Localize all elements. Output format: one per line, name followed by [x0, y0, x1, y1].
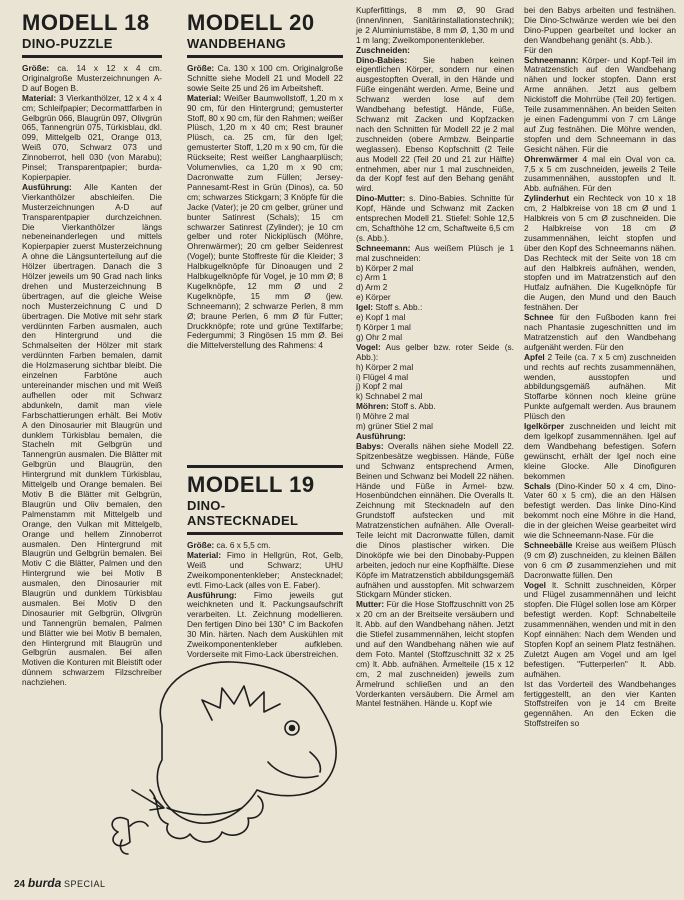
paragraph-text: s. Dino-Babies. Schnitte für Kopf, Hände und Schwanz mit Zacken entsprechen Modell 21. Stiefel: Sohle 12,5 cm, Schafthöhe 12 cm, Schaftweite 6,5 cm (s. Abb.).	[356, 193, 514, 243]
paragraph-text: lt. Schnitt zuschneiden, Körper und Flügel zusammennähen und leicht stopfen. Die Flügel sollen lose am Körper befestigt werden. Kopf: Schnabelteile zusammennähen, wenden und mit in den Kopf einnähen: Nach dem Wenden und Stopfen Kopf an seinem Platz festnähen. Zuletzt Augen am Vogel und am Igel befestigen. "Futterperlen" lt. Abb. aufnähen.	[524, 579, 676, 679]
text-paragraph	[524, 482, 676, 541]
divider	[187, 55, 343, 58]
modell-20-continued	[356, 6, 514, 709]
paragraph-text: i) Flügel 4 mal	[356, 371, 409, 382]
paragraph-text: Weißer Baumwollstoff, 1,20 m x 90 cm, für den Hintergrund; gemusterter Stoff, 80 x 90 cm, für den Rahmen; weißer Plüsch, 1,20 m x 40 cm; Rest brauner Plüsch, ca. 25 cm, für den Igel; gemusterter Stoff, 1,20 m x 90 cm, für die Rückseite; Rest weißer Langhaarplüsch; Volumenvlies, ca 1,20 m x 90 cm; Dacronwatte zum Füllen; Jersey-Pannesamt-Rest in Grün (Dinos), ca. 50 cm; schwarzes Stickgarn; 3 Knöpfe für die Jacke (Vater); je 20 cm gelber, grüner und bunter Satinrest (Schals); 15 cm schwarzer Satinrest (Zylinder); je 10 cm gelber und roter Nickiplüsch (Möhre, Ohrenwärmer); 20 cm gelber Seidenrest (Vogel); bunte Stoffreste für die Kleider; 3 Halbkugelknöpfe für Dinoaugen und 2 Halbkugelknöpfe für Vogel, je 10 mm Ø; 8 Kugelknöpfe, 12 mm Ø und 2 Kugelknöpfe, 15 mm Ø (jew. Schneemann); 2 schwarze Perlen, 8 mm Ø; braune Perlen, 6 mm Ø für Futter; Druckknöpfe; rote und grüne Textilfarbe; Federgummi; 3 Ringösen 15 mm Ø. Bei die Mittelverstellung des Rahmens: 4	[187, 92, 343, 351]
paragraph-text: zuschneiden und leicht mit dem Igelkopf zusammennähen. Igel auf dem Wandbehang befestigen. Sofern gewünscht, erhält der Igel noch eine kleine Glocke. Alle Dinofiguren bekommen	[524, 421, 676, 481]
paragraph-label: Schneemann:	[524, 54, 579, 65]
paragraph-label: Möhren:	[356, 401, 389, 412]
modell-19-title: MODELL 19	[187, 472, 315, 497]
modell-19-subtitle	[187, 498, 343, 528]
text-paragraph	[356, 343, 514, 363]
paragraph-text: Stoff s. Abb.	[388, 401, 436, 412]
paragraph-label: Vogel	[524, 579, 546, 590]
paragraph-text: e) Körper	[356, 292, 391, 303]
paragraph-label: Ausführung:	[22, 181, 72, 192]
paragraph-text: e) Kopf 1 mal	[356, 312, 406, 323]
paragraph-text: Körper- und Kopf-Teil im Matratzenstich auf den Wandbehang nähen und locker stopfen. Dann erst Arme annähen. Jetzt aus gelbem Nickistoff die Mohrrübe (Teil 20) fertigen. Teile zusammennähen. An beiden Seiten je einen Fadengummi von 7 cm Länge auf Zug festnähen. Die Möhre wenden, stopfen und dem Schneemann in das Gesicht nähen. Für die	[524, 54, 676, 154]
modell-18-subtitle: DINO-PUZZLE	[22, 36, 113, 51]
modell-19-subtitle-line1: DINO-	[187, 498, 226, 513]
divider	[187, 532, 343, 535]
text-paragraph	[524, 155, 676, 195]
paragraph-label: Dino-Mutter:	[356, 193, 406, 204]
text-paragraph	[356, 6, 514, 46]
text-paragraph	[524, 353, 676, 422]
paragraph-text: c) Arm 1	[356, 272, 387, 283]
paragraph-label: Ausführung:	[187, 589, 237, 600]
text-paragraph	[524, 313, 676, 353]
paragraph-label: Zuschneiden:	[356, 44, 410, 55]
paragraph-text: (Dino-Kinder 50 x 4 cm, Dino-Vater 60 x 5 cm), die an den Hälsen befestigt werden. Das linke Dino-Kind bekommt noch eine Möhre in die Hand, die in der gleichen Weise gearbeitet wird wie die Schneemann-Nase. Für die	[524, 480, 676, 541]
paragraph-label: Mutter:	[356, 599, 385, 610]
text-paragraph	[524, 6, 676, 46]
paragraph-label: Material:	[187, 549, 222, 560]
paragraph-text: Kupferfittings, 8 mm Ø, 90 Grad (innen/innen, Sanitärinstallationstechnik); je 2 Aluminiumstäbe, 8 mm Ø, 1,30 m und 1 m lang; Zweikomponentenkleber.	[356, 5, 514, 45]
paragraph-text: Sie haben keinen eigentlichen Körper, sondern nur einen ausgestopften Overall, in den Hände und Füße eingenäht werden. Arme, Beine und Schwanz werden lose auf dem Wandbehang befestigt. Hände, Füße, Schwanz mit Zacken und Kopfzacken nach den Schnitten für Modell 22 je 2 mal zuschneiden (obere Armbzw. Beinpartie weglassen). Ebenso Kopfschnitt (2 Teile aus Modell 22 (Teil 20 und 21 zur Hälfte) entnehmen, aber nur 1 mal zuschneiden, da der Kopf fest auf den Behang genäht wird.	[356, 54, 514, 194]
text-paragraph	[22, 94, 162, 183]
paragraph-label: Größe:	[187, 63, 215, 73]
modell-20-title: MODELL 20	[187, 10, 315, 35]
paragraph-text: h) Körper 2 mal	[356, 361, 414, 372]
paragraph-label: Größe:	[22, 63, 50, 73]
paragraph-text: j) Kopf 2 mal	[356, 381, 403, 392]
paragraph-text: ca. 6 x 5,5 cm.	[214, 540, 271, 550]
text-paragraph	[187, 64, 343, 94]
paragraph-label: Apfel	[524, 351, 545, 362]
text-paragraph	[356, 194, 514, 244]
page-footer	[14, 876, 106, 890]
paragraph-label: Ausführung:	[356, 430, 406, 441]
paragraph-text: Overalls nähen siehe Modell 22. Spitzenbesätze wegbissen. Hände, Füße und Schwanz entsprechend Armen, Beinen und Schwanz bei Modell 22 nähen. Hände und Füße in Ärmel- bzw. Hosenbündchen einnähen. Die Overalls lt. Zeichnung mit Stecknadeln auf den Grundstoff aufstecken und mit Matratzenstichen aufnähen. Alle Overall-Teile leicht mit Dacronwatte füllen, damit die Dinos plastischer wirken. Die Dinoköpfe wie bei den Dinobaby-Puppen arbeiten, jedoch nur eine Kopfhälfte. Diese Köpfe im Matratzenstich abbildungsgemäß aufnähen und ausstopfen. Mit schwarzem Stickgarn Münder sticken.	[356, 440, 514, 600]
modell-20-continued-2	[524, 6, 676, 729]
paragraph-text: m) grüner Stiel 2 mal	[356, 421, 434, 432]
paragraph-label: Vogel:	[356, 341, 381, 352]
paragraph-text: ein Rechteck von 10 x 18 cm, 2 Halbkreise von 18 cm Ø und 1 Halbkreis von 5 cm Ø zuschneiden. Die 2 Halbkreise von 18 cm Ø zusammennähen, leicht stopfen und über den Kopf des Schneemanns nähen. Das Rechteck mit der Seite von 18 cm auf den Halbkreis aufnähen, wenden, stopfen und im Matratzenstich auf den Hutfalz aufnähen. Die Kugelknöpfe für die Augen, den Mund und den Bauch festnähen. Der	[524, 193, 676, 313]
paragraph-text: g) Ohr 2 mal	[356, 331, 403, 342]
paragraph-text: bei den Babys arbeiten und festnähen. Die Dino-Schwänze werden wie bei den Dino-Puppen gearbeitet und locker an den Wandbehang genäht (s. Abb.).	[524, 5, 676, 45]
paragraph-text: Ist das Vorderteil des Wandbehanges fertiggestellt, an den vier Kanten Stoffstreifen von je 14 cm Breite gegennähen. An den Ecken die Stoffstreifen so	[524, 678, 676, 729]
text-paragraph	[356, 442, 514, 601]
text-paragraph	[524, 194, 676, 313]
text-paragraph	[22, 183, 162, 688]
paragraph-text: Aus weißem Plüsch je 1 mal zuschneiden:	[356, 242, 514, 263]
divider	[187, 465, 343, 468]
text-paragraph	[22, 64, 162, 94]
paragraph-label: Material:	[187, 92, 222, 103]
paragraph-text: Für den	[524, 44, 553, 55]
text-paragraph	[524, 541, 676, 581]
text-paragraph	[187, 551, 343, 591]
paragraph-label: Schals	[524, 480, 551, 491]
page-number: 24	[14, 879, 26, 890]
paragraph-text: f) Körper 1 mal	[356, 322, 411, 332]
paragraph-label: Babys:	[356, 440, 384, 451]
paragraph-text: k) Schnabel 2 mal	[356, 391, 423, 402]
text-paragraph	[524, 680, 676, 730]
paragraph-text: ca. 14 x 12 x 4 cm. Originalgroße Musterzeichnungen A-D auf Bogen B.	[22, 63, 162, 93]
paragraph-text: d) Arm 2	[356, 282, 388, 293]
text-paragraph	[356, 56, 514, 195]
modell-18-title: MODELL 18	[22, 10, 150, 35]
paragraph-label: Schnee	[524, 312, 554, 323]
modell-20-body	[187, 64, 343, 351]
paragraph-text: Alle Kanten der Vierkanthölzer abschleifen. Die Musterzeichnungen A-D auf Transparentpapier durchzeichnen. Die Vierkanthölzer längs nebeneinanderlegen und mittels Kopierpapier zuerst Musterzeichnung A ohne die Längsunterteilung auf die Hölzer übertragen. Danach die 3 Hölzer jeweils um 90 Grad nach links drehen und Musterzeichnung B übertragen, auf die gleiche Weise noch Musterzeichnung C und D übertragen. Die Motive mit sehr stark verdünnten Farben ausmalen, auch den Hintergrund und die Schmalseiten der Hölzer mit stark verdünnten Farben bemalen, damit die Holzmaserung sichtbar bleibt. Die einzelnen Farbtöne auch untereinander mischen und mit Weiß aufhellen oder mit Schwarz abdunkeln, damit man viele Farbschattierungen erhält. Bei Motiv A den Dinosaurier mit Blaugrün und dunklem Türkisblau bemalen, die Stacheln mit Gelbgrün und Tannengrün ausmalen. Die Blätter mit Gelbgrün und Blaugrün, den Hintergrund mit dunklem Türkisblau, Mittelgelb und Orange bemalen. Bei Motiv B die Blätter mit Gelbgrün, Blaugrün und Oliv bemalen, den Palmenstamm mit Mittelgelb und Orange, den Vulkan mit Mittelgelb, Orange und hellem Zinnoberrot ausmalen. Den Hintergrund mit Blaugrün und Gelbgrün bemalen. Bei Motiv C die Blätter, Palmen und den Hintergrund wie bei Motiv B ausmalen, den Dinosaurier mit Blaugrün und dunklem Türkisblau ausmalen. Bei Motiv D den Dinosaurier mit Gelbgrün, Olivgrün und Tannengrün bemalen, Palmen und Blätter wie bei Motiv B bemalen, den Hintergrund mit Blaugrün und Gelbgrün ausmalen. Bei allen Motiven die Konturen mit Bleistift oder dünnem schwarzem Filzschreiber nachziehen.	[22, 181, 162, 688]
modell-18-body	[22, 64, 162, 688]
modell-19-section	[187, 465, 343, 660]
paragraph-text: Fimo in Hellgrün, Rot, Gelb, Weiß und Schwarz; UHU Zweikomponentenkleber; Anstecknadel; evtl. Fimo-Lack (alles von E. Faber).	[187, 549, 343, 590]
paragraph-label: Ohrenwärmer	[524, 153, 578, 164]
modell-19-subtitle-line2: ANSTECKNADEL	[187, 513, 299, 528]
text-paragraph	[356, 600, 514, 709]
paragraph-text: l) Möhre 2 mal	[356, 411, 410, 422]
paragraph-label: Schneebälle	[524, 539, 573, 550]
brand-name: burda	[27, 876, 62, 890]
text-paragraph	[524, 56, 676, 155]
text-paragraph	[187, 94, 343, 352]
paragraph-label: Zylinderhut	[524, 193, 570, 204]
paragraph-label: Schneemann:	[356, 242, 411, 253]
paragraph-text: Stoff s. Abb.:	[373, 302, 423, 313]
paragraph-label: Material:	[22, 92, 57, 103]
paragraph-text: 2 Teile (ca. 7 x 5 cm) zuschneiden und rechts auf rechts zusammennähen, wenden, ausstopfen und abbildungsgemäß aufnähen. Mit Stoffarbe können noch kleine grüne Punkte aufgemalt werden. Aus braunem Plüsch den	[524, 351, 676, 422]
modell-18-section	[22, 12, 162, 688]
paragraph-text: Für die Hose Stoffzuschnitt von 25 x 20 cm an der Breitseite versäubern und lt. Abb. auf den Wandbehang nähen. Jetzt die Stiefel zusammennähen, leicht stopfen und auf den Wandbehang nähen wie auf dem Foto. Mantel (Stoffzuschnitt 32 x 25 cm) lt. Abb. aufnähen. Ärmelteile (15 x 12 cm, 2 mal zuschneiden) jeweils zum Ärmelrund schließen und an den Vorderkanten versäubern. Die Ärmel am Mantel festnähen. Hände u. Kopf wie	[356, 599, 514, 709]
text-paragraph	[356, 244, 514, 264]
dino-brooch-illustration	[92, 640, 352, 855]
paragraph-label: Größe:	[187, 540, 215, 550]
divider	[22, 55, 162, 58]
paragraph-text: Aus gelber bzw. roter Seide (s. Abb.):	[356, 341, 514, 362]
paragraph-text: für den Fußboden kann frei nach Phantasie zugeschnitten und im Matratzenstich auf den Wandbehang aufgenäht werden. Für den	[524, 312, 676, 352]
brand-special: SPECIAL	[64, 879, 106, 889]
paragraph-text: Ca. 130 x 100 cm. Originalgroße Schnitte siehe Modell 21 und Modell 22 sowie Seite 25 und 26 im Arbeitsheft.	[187, 63, 343, 93]
text-paragraph	[524, 581, 676, 680]
paragraph-text: b) Körper 2 mal	[356, 262, 414, 273]
paragraph-label: Igel:	[356, 302, 374, 313]
modell-20-subtitle: WANDBEHANG	[187, 36, 287, 51]
paragraph-text: 3 Vierkanthölzer, 12 x 4 x 4 cm; Schleifpapier; Decormattfarben in Gelbgrün 066, Blaugrün 097, Olivgrün 065, Tannengrün 075, Türkisblau, dkl. 099, Mittelgelb 021, Orange 013, Weiß 070, Schwarz 073 und Zinnoberrot, hell 030 (von Marabu); Pinsel; Transparentpapier; burda-Kopierpapier.	[22, 92, 162, 182]
paragraph-label: Igelkörper	[524, 421, 565, 432]
paragraph-text: Kreise aus weißem Plüsch (9 cm Ø) zuschneiden, zu kleinen Bällen von 6 cm Ø zusammenziehen und mit Dacronwatte füllen. Den	[524, 539, 676, 580]
paragraph-label: Dino-Babies:	[356, 54, 408, 65]
modell-20-section	[187, 12, 343, 351]
paragraph-text: 4 mal ein Oval von ca. 7,5 x 5 cm zuschneiden, jeweils 2 Teile zusammennähen, ausstopfen und lt. Abb. aufnähen. Für den	[524, 153, 676, 194]
paragraph-text: Fimo jeweils gut weichkneten und lt. Packungsaufschrift verarbeiten. Lt. Zeichnung modellieren. Den fertigen Dino bei 130° C im Backofen 30 Min. härten. Nach dem Auskühlen mit Zweikomponentenkleber aufkleben. Vorderseite mit Fimo-Lack überstreichen.	[187, 589, 343, 659]
text-paragraph	[524, 422, 676, 481]
